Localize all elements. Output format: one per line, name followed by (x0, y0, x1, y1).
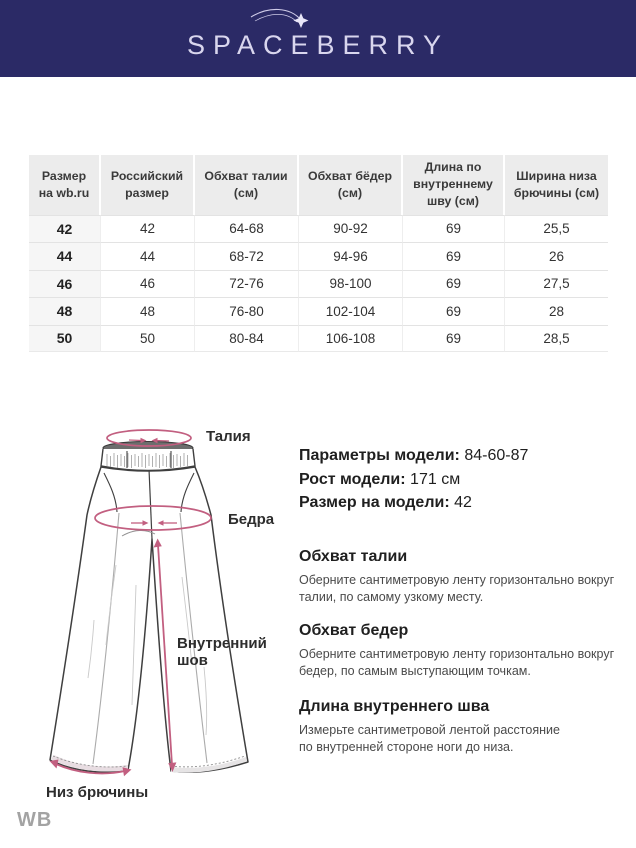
cell-wb-size: 48 (29, 297, 101, 325)
section-waist-title: Обхват талии (299, 548, 408, 565)
table-row (29, 270, 608, 298)
table-row (29, 242, 608, 270)
cell-hem-width: 25,5 (505, 215, 608, 243)
cell-wb-size: 50 (29, 325, 101, 353)
cell-ru-size: 44 (101, 242, 195, 270)
hem-label: Низ брючины (46, 784, 149, 801)
info-column (299, 444, 629, 754)
cell-hem-width: 28 (505, 297, 608, 325)
section-waist (299, 548, 619, 605)
cell-hips: 102-104 (299, 297, 403, 325)
model-size-value: 42 (454, 494, 472, 511)
column-header-waist: Обхват талии (см) (195, 155, 299, 215)
pants-outline (50, 467, 248, 772)
cell-wb-size: 46 (29, 270, 101, 298)
table-row (29, 325, 608, 353)
cell-hem-width: 26 (505, 242, 608, 270)
inseam-label: Внутренний шов (177, 635, 267, 670)
section-inseam-title: Длина внутреннего шва (299, 698, 490, 715)
wb-watermark: WB (17, 809, 53, 831)
column-header-ru-size: Российский размер (101, 155, 195, 215)
cell-inseam: 69 (403, 242, 505, 270)
cell-hips: 106-108 (299, 325, 403, 353)
cell-inseam: 69 (403, 297, 505, 325)
cell-wb-size: 44 (29, 242, 101, 270)
column-header-hips: Обхват бёдер (см) (299, 155, 403, 215)
table-row (29, 215, 608, 243)
waist-arrow-left (129, 440, 142, 441)
cell-inseam: 69 (403, 215, 505, 243)
model-params-label: Параметры модели: (299, 447, 460, 464)
pants-drawing (30, 415, 310, 835)
size-table (29, 155, 608, 352)
column-header-hem-width: Ширина низа брючины (см) (505, 155, 608, 215)
cell-inseam: 69 (403, 325, 505, 353)
table-row (29, 297, 608, 325)
section-inseam-text: Измерьте сантиметровой лентой расстояние по внутренней стороне ноги до низа. (299, 723, 560, 754)
brand-logo (187, 16, 449, 61)
section-hips-title: Обхват бедер (299, 622, 409, 639)
cell-waist: 80-84 (195, 325, 299, 353)
pants-diagram (30, 415, 310, 835)
model-height-line (299, 468, 629, 492)
column-header-wb-size: Размер на wb.ru (29, 155, 101, 215)
waist-label: Талия (206, 428, 251, 445)
model-height-label: Рост модели: (299, 470, 406, 488)
cell-hem-width: 27,5 (505, 270, 608, 298)
section-hips-text: Оберните сантиметровую ленту горизонтально вокруг бедер, по самым выступающим точкам. (299, 647, 615, 678)
section-waist-text: Оберните сантиметровую ленту горизонтально вокруг талии, по самому узкому месту. (299, 573, 615, 604)
model-size-line (299, 491, 629, 515)
hips-label: Бедра (228, 511, 275, 528)
model-height-value: 171 см (410, 470, 461, 488)
cell-hem-width: 28,5 (505, 325, 608, 353)
cell-wb-size: 42 (29, 215, 101, 243)
section-inseam (299, 698, 564, 755)
cell-ru-size: 42 (101, 215, 195, 243)
section-hips (299, 622, 619, 679)
cell-waist: 76-80 (195, 297, 299, 325)
cell-ru-size: 46 (101, 270, 195, 298)
table-header-row (29, 155, 608, 215)
model-params-line (299, 444, 629, 468)
cell-waist: 72-76 (195, 270, 299, 298)
hem-arrowhead-left (50, 760, 59, 769)
cell-ru-size: 50 (101, 325, 195, 353)
cell-hips: 90-92 (299, 215, 403, 243)
column-header-inseam: Длина по внутреннему шву (см) (403, 155, 505, 215)
shooting-star-icon (245, 4, 315, 34)
header-bar (0, 0, 636, 77)
waistband (101, 449, 195, 471)
cell-hips: 94-96 (299, 242, 403, 270)
cell-ru-size: 48 (101, 297, 195, 325)
waist-arrow-right (156, 441, 169, 442)
cell-waist: 68-72 (195, 242, 299, 270)
model-size-label: Размер на модели: (299, 494, 450, 511)
brand-logo-text: SPACEBERRY (186, 30, 450, 60)
model-params-value: 84-60-87 (464, 447, 529, 464)
cell-hips: 98-100 (299, 270, 403, 298)
hem-arrowhead-right (123, 767, 132, 776)
cell-waist: 64-68 (195, 215, 299, 243)
cell-inseam: 69 (403, 270, 505, 298)
